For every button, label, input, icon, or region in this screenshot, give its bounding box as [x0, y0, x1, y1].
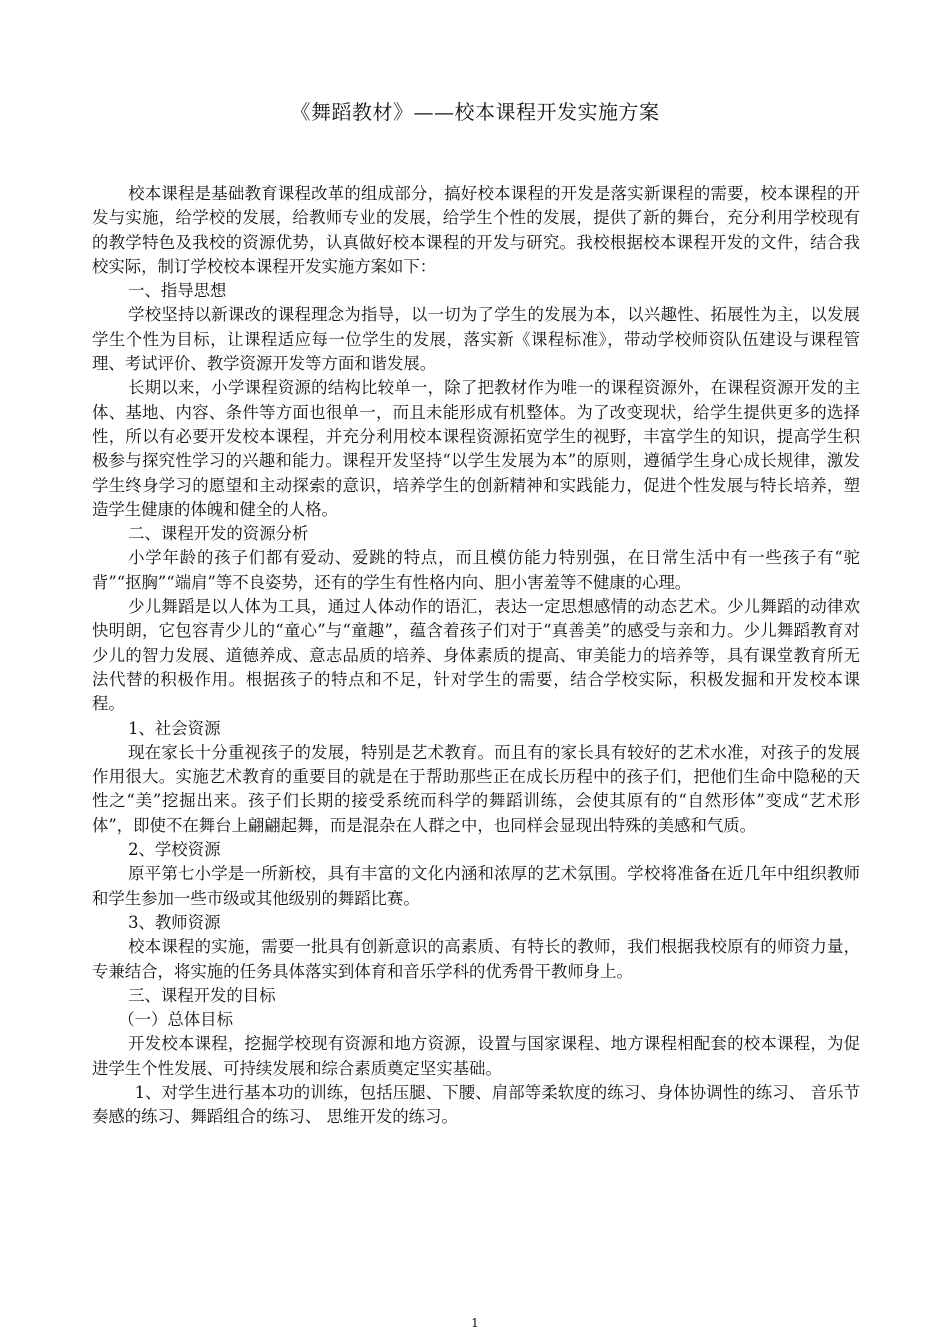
subheading-teacher-resources: 3、教师资源	[128, 912, 221, 932]
paragraph: 现在家长十分重视孩子的发展，特别是艺术教育。而且有的家长具有较好的艺术水准，对孩子的发展作用很大。实施艺术教育的重要目的就是在于帮助那些正在成长历程中的孩子们，把他们生命中隐秘的天性之“美”挖掘出来。孩子们长期的接受系统而科学的舞蹈训练，会使其原有的“自然形体”变成“艺术形体”，即使不在舞台上翩翩起舞，而是混杂在人群之中，也同样会显现出特殊的美感和气质。	[92, 742, 860, 835]
paragraph: 学校坚持以新课改的课程理念为指导，以一切为了学生的发展为本，以兴趣性、拓展性为主，以发展学生个性为目标，让课程适应每一位学生的发展，落实新《课程标准》，带动学校师资队伍建设与课程管理、考试评价、教学资源开发等方面和谐发展。	[92, 305, 860, 374]
section-heading-resource-analysis: 二、课程开发的资源分析	[128, 524, 309, 544]
paragraph: 校本课程的实施，需要一批具有创新意识的高素质、有特长的教师，我们根据我校原有的师资力量，专兼结合，将实施的任务具体落实到体育和音乐学科的优秀骨干教师身上。	[92, 937, 860, 981]
subheading-overall-goals: （一）总体目标	[118, 1010, 233, 1030]
paragraph: 开发校本课程，挖掘学校现有资源和地方资源，设置与国家课程、地方课程相配套的校本课程，为促进学生个性发展、可持续发展和综合素质奠定坚实基础。	[92, 1034, 860, 1078]
page-number: 1	[471, 1316, 479, 1330]
list-item: 1、对学生进行基本功的训练，包括压腿、下腰、肩部等柔软度的练习、身体协调性的练习、 音乐节奏感的练习、舞蹈组合的练习、 思维开发的练习。	[92, 1082, 860, 1127]
paragraph: 小学年龄的孩子们都有爱动、爱跳的特点，而且模仿能力特别强，在日常生活中有一些孩子有“驼背”“抠胸”“端肩”等不良姿势，还有的学生有性格内向、胆小害羞等不健康的心理。	[92, 548, 860, 592]
document-body	[92, 182, 860, 1130]
paragraph: 长期以来，小学课程资源的结构比较单一，除了把教材作为唯一的课程资源外，在课程资源开发的主体、基地、内容、条件等方面也很单一，而且未能形成有机整体。为了改变现状，给学生提供更多的选择性，所以有必要开发校本课程，并充分利用校本课程资源拓宽学生的视野，丰富学生的知识，提高学生积极参与探究性学习的兴趣和能力。课程开发坚持“以学生发展为本”的原则，遵循学生身心成长规律，激发学生终身学习的愿望和主动探索的意识，培养学生的创新精神和实践能力，促进个性发展与特长培养，塑造学生健康的体魄和健全的人格。	[92, 378, 860, 519]
paragraph-intro: 校本课程是基础教育课程改革的组成部分，搞好校本课程的开发是落实新课程的需要，校本课程的开发与实施，给学校的发展，给教师专业的发展，给学生个性的发展，提供了新的舞台，充分利用学校现有的教学特色及我校的资源优势，认真做好校本课程的开发与研究。我校根据校本课程开发的文件，结合我校实际，制订学校校本课程开发实施方案如下：	[92, 184, 860, 276]
section-heading-guiding-ideology: 一、指导思想	[128, 281, 227, 301]
section-heading-goals: 三、课程开发的目标	[128, 985, 276, 1005]
document-title: 《舞蹈教材》——校本课程开发实施方案	[290, 100, 660, 124]
paragraph: 原平第七小学是一所新校，具有丰富的文化内涵和浓厚的艺术氛围。学校将准备在近几年中组织教师和学生参加一些市级或其他级别的舞蹈比赛。	[92, 864, 860, 908]
subheading-social-resources: 1、社会资源	[128, 718, 221, 738]
subheading-school-resources: 2、学校资源	[128, 840, 221, 860]
paragraph: 少儿舞蹈是以人体为工具，通过人体动作的语汇，表达一定思想感情的动态艺术。少儿舞蹈的动律欢快明朗，它包容青少儿的“童心”与“童趣”，蕴含着孩子们对于“真善美”的感受与亲和力。少儿舞蹈教育对少儿的智力发展、道德养成、意志品质的培养、身体素质的提高、审美能力的培养等，具有课堂教育所无法代替的积极作用。根据孩子的特点和不足，针对学生的需要，结合学校实际，积极发掘和开发校本课程。	[92, 597, 860, 714]
